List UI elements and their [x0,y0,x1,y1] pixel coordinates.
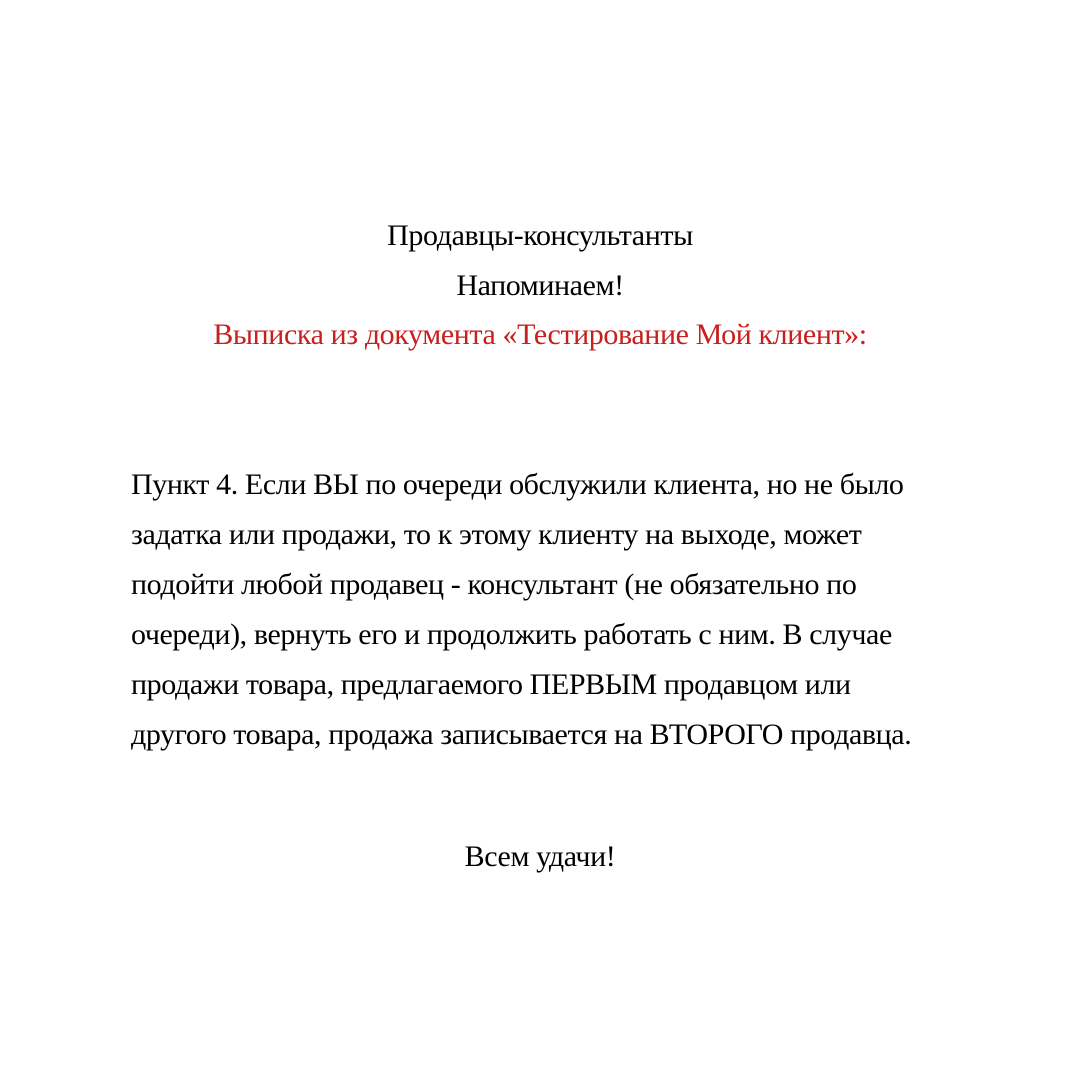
page-title: Продавцы-консультанты [387,219,693,252]
paragraph-line: подойти любой продавец - консультант (не обязательно по [131,568,857,601]
paragraph-line: задатка или продажи, то к этому клиенту на выходе, может [131,518,862,551]
reminder-heading: Напоминаем! [456,269,624,302]
paragraph-line: Пункт 4. Если ВЫ по очереди обслужили клиента, но не было [131,468,904,501]
paragraph-line: очереди), вернуть его и продолжить работать с ним. В случае [131,618,892,651]
paragraph-line: продажи товара, предлагаемого ПЕРВЫМ продавцом или [131,668,851,701]
closing-text: Всем удачи! [464,840,616,873]
document-extract-title: Выписка из документа «Тестирование Мой клиент»: [213,318,867,351]
paragraph-line: другого товара, продажа записывается на ВТОРОГО продавца. [131,718,912,751]
rule-paragraph [131,460,1011,760]
